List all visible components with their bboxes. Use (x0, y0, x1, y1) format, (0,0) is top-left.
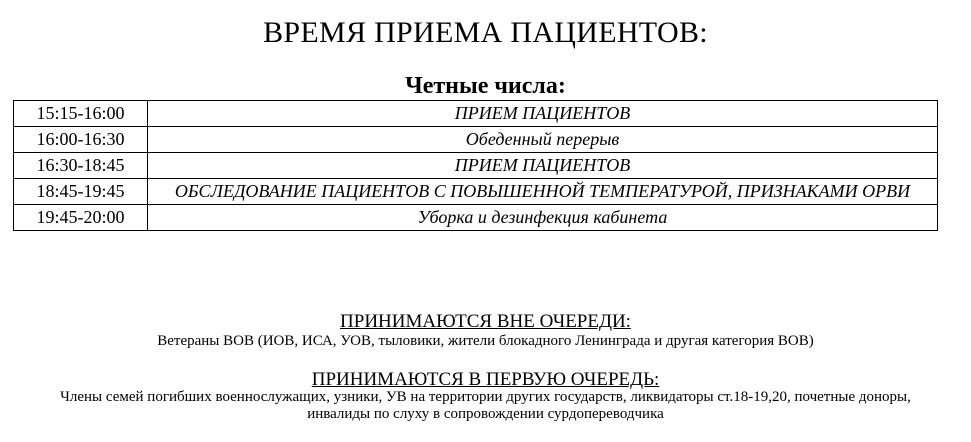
table-row (14, 127, 938, 153)
activity-cell: Обеденный перерыв (148, 127, 938, 153)
time-cell: 18:45-19:45 (14, 179, 148, 205)
first-priority-text: Члены семей погибших военнослужащих, узники, УВ на территории других государств, ликвидаторы ст.18-19,20, почетные доноры, инвалиды по слуху в сопровождении сурдопереводчика (60, 389, 911, 422)
activity-cell: ПРИЕМ ПАЦИЕНТОВ (148, 153, 938, 179)
table-row (14, 205, 938, 231)
time-cell: 19:45-20:00 (14, 205, 148, 231)
table-row (14, 101, 938, 127)
activity-cell: ПРИЕМ ПАЦИЕНТОВ (148, 101, 938, 127)
schedule-subtitle: Четные числа: (405, 73, 566, 99)
table-row (14, 179, 938, 205)
first-priority-heading: ПРИНИМАЮТСЯ В ПЕРВУЮ ОЧЕРЕДЬ: (311, 369, 660, 390)
time-cell: 16:00-16:30 (14, 127, 148, 153)
time-cell: 16:30-18:45 (14, 153, 148, 179)
activity-cell: Уборка и дезинфекция кабинета (148, 205, 938, 231)
schedule-table (13, 100, 938, 231)
out-of-turn-text: Ветераны ВОВ (ИОВ, ИСА, УОВ, тыловики, жители блокадного Ленинграда и другая категория ВОВ) (157, 333, 814, 349)
time-cell: 15:15-16:00 (14, 101, 148, 127)
out-of-turn-heading: ПРИНИМАЮТСЯ ВНЕ ОЧЕРЕДИ: (340, 311, 631, 332)
page-title: ВРЕМЯ ПРИЕМА ПАЦИЕНТОВ: (263, 16, 708, 49)
activity-cell: ОБСЛЕДОВАНИЕ ПАЦИЕНТОВ С ПОВЫШЕННОЙ ТЕМПЕРАТУРОЙ, ПРИЗНАКАМИ ОРВИ (148, 179, 938, 205)
table-row (14, 153, 938, 179)
